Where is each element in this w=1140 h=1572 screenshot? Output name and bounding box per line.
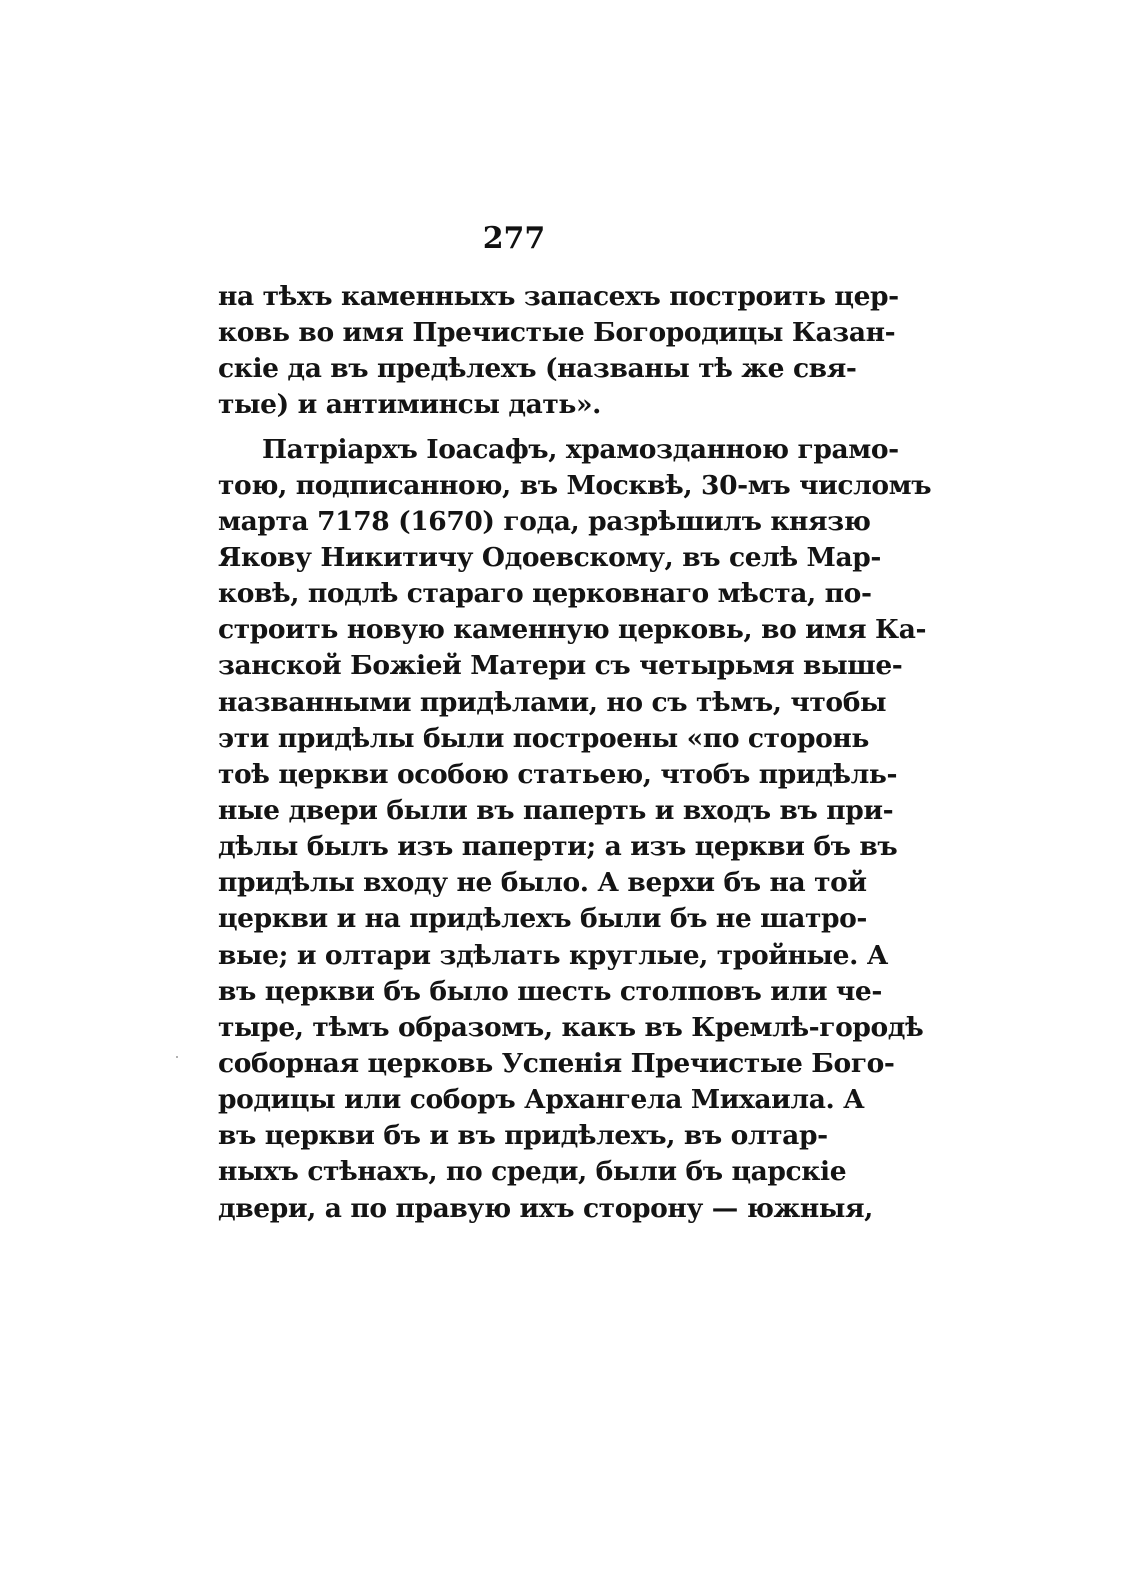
text-line: ковь во имя Пречистые Богородицы Казан- <box>218 317 896 349</box>
text-line: строить новую каменную церковь, во имя Ка- <box>218 614 927 646</box>
text-line: Якову Никитичу Одоевскому, въ селѣ Мар- <box>218 541 881 573</box>
text-line: придѣлы входу не было. А верхи бъ на той <box>218 867 867 899</box>
text-line: въ церкви бъ и въ придѣлехъ, въ олтар- <box>218 1120 828 1152</box>
text-line: Патріархъ Іоасафъ, храмозданною грамо- <box>262 433 899 465</box>
text-line: ковѣ, подлѣ стараго церковнаго мѣста, по- <box>218 578 872 610</box>
text-line: вые; и олтари здѣлать круглые, тройные. А <box>218 939 888 971</box>
paragraph-1 <box>218 279 899 424</box>
page-number: 277 <box>482 221 546 256</box>
text-line: ныхъ стѣнахъ, по среди, были бъ царскіе <box>218 1156 847 1188</box>
text-line: занской Божіей Матери съ четырьмя выше- <box>218 650 903 682</box>
text-line: на тѣхъ каменныхъ запасехъ построить цер- <box>218 281 899 312</box>
text-line: скіе да въ предѣлехъ (названы тѣ же свя- <box>218 353 857 385</box>
text-line: тоѣ церкви особою статьею, чтобъ придѣль- <box>218 758 898 790</box>
text-line: соборная церковь Успенія Пречистые Бого- <box>218 1047 895 1079</box>
text-line: названными придѣлами, но съ тѣмъ, чтобы <box>218 686 887 718</box>
text-line: родицы или соборъ Архангела Михаила. А <box>218 1084 865 1116</box>
text-line: тыре, тѣмъ образомъ, какъ въ Кремлѣ-городѣ <box>218 1011 924 1043</box>
text-line: тые) и антиминсы дать». <box>218 389 601 421</box>
text-line: марта 7178 (1670) года, разрѣшилъ князю <box>218 505 871 537</box>
text-line: эти придѣлы были построены «по сторонь <box>218 722 869 754</box>
text-line: тою, подписанною, въ Москвѣ, 30-мъ числомъ <box>218 469 932 501</box>
body-text <box>218 279 932 1227</box>
text-line: въ церкви бъ было шесть столповъ или че- <box>218 975 882 1007</box>
scan-speck <box>176 1056 178 1058</box>
text-line: дѣлы былъ изъ паперти; а изъ церкви бъ въ <box>218 831 898 863</box>
text-line: двери, а по правую ихъ сторону — южныя, <box>218 1192 873 1224</box>
paragraph-2 <box>218 432 932 1227</box>
paragraph-gap <box>218 424 810 432</box>
text-line: церкви и на придѣлехъ были бъ не шатро- <box>218 903 868 935</box>
text-line: ные двери были въ паперть и входъ въ при- <box>218 794 894 826</box>
